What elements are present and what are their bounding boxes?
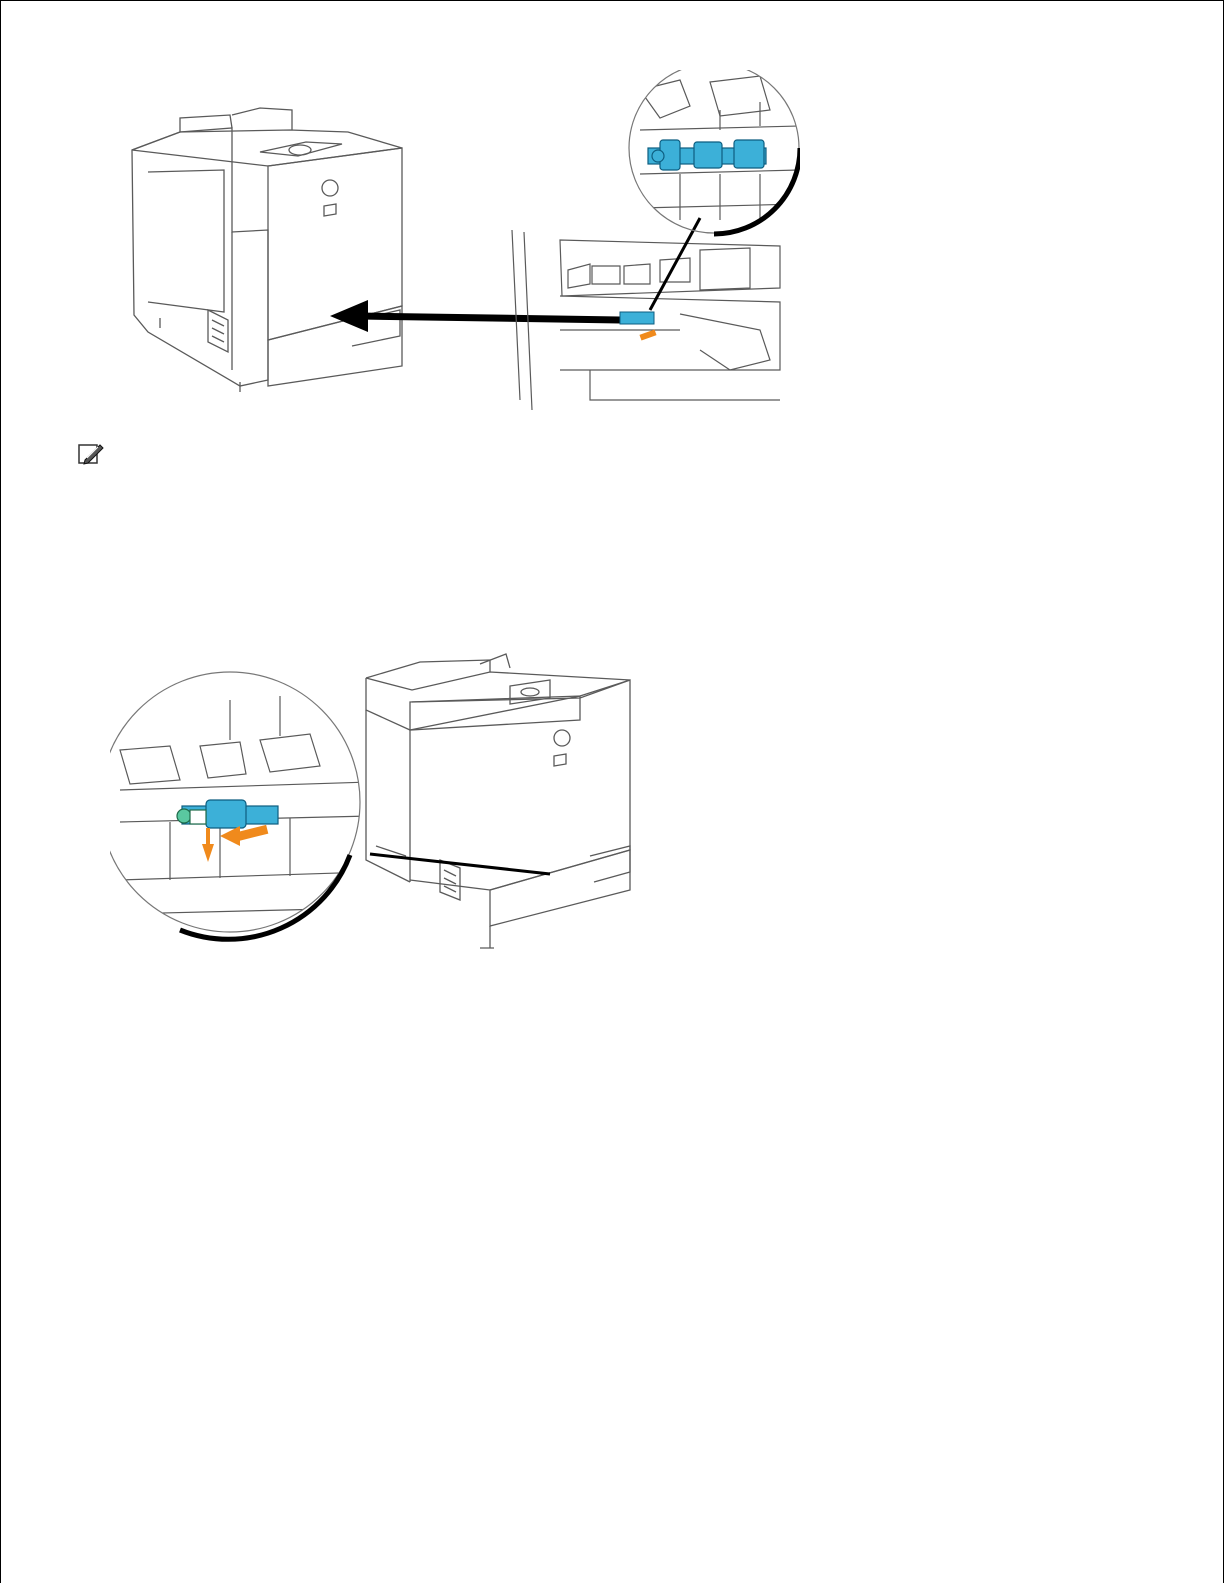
note-pencil-icon — [78, 442, 104, 466]
printer-body-side — [132, 128, 268, 386]
printer-illustration-1 — [120, 70, 800, 415]
arrow-left-icon — [330, 300, 620, 332]
figure-install-separator-roller — [110, 650, 650, 960]
printer-illustration-2 — [110, 650, 650, 960]
figure-remove-separator-roller — [120, 70, 800, 415]
